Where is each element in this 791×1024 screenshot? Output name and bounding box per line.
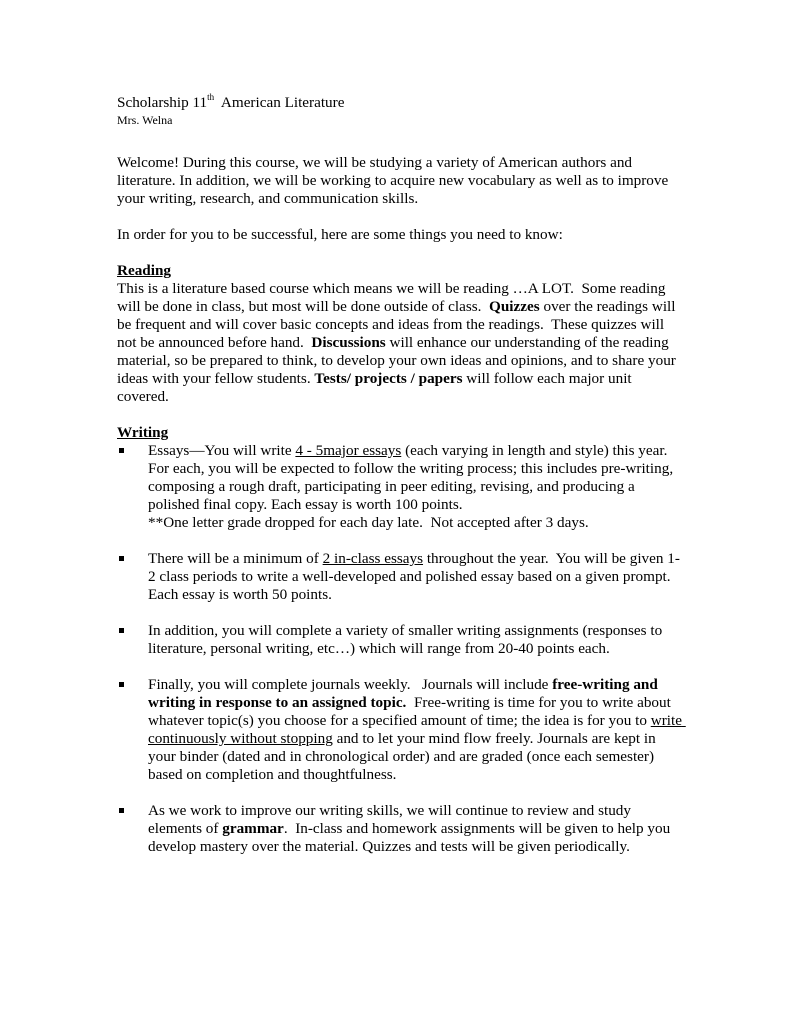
writing-bullet-list (117, 442, 687, 856)
grammar-text-2: . In-class and homework assignments will be given to help you develop mastery over the material. Quizzes and tests will be given periodically. (148, 820, 674, 855)
essays-text-2: (each varying in length and style) this year. For each, you will be expected to follow the writing process; this includes pre-writing, composing a rough draft, participating in peer editing, revising, and producing a polished final copy. Each essay is worth 100 points. (148, 442, 677, 513)
course-title-superscript: th (207, 91, 215, 102)
square-bullet-icon (119, 682, 124, 687)
course-title-prefix: Scholarship 11 (117, 94, 208, 111)
reading-text-2: over the readings will be frequent and will cover basic concepts and ideas from the readings. These quizzes will not be announced before hand. (117, 298, 680, 351)
welcome-paragraph: Welcome! During this course, we will be studying a variety of American authors and literature. In addition, we will be working to acquire new vocabulary as well as to improve your writing, research, and communication skills. (117, 154, 669, 207)
journals-bold: free-writing and writing in response to an assigned topic. (148, 676, 662, 711)
reading-heading: Reading (117, 262, 172, 279)
teacher-name: Mrs. Welna (117, 113, 173, 127)
reading-text-4: will follow each major unit covered. (117, 370, 636, 405)
journals-underline: write continuously without stopping (148, 712, 686, 747)
list-item-smaller-assignments (117, 622, 687, 658)
essays-late-note: **One letter grade dropped for each day late. Not accepted after 3 days. (148, 514, 589, 531)
journals-text-2: Free-writing is time for you to write about whatever topic(s) you choose for a specified amount of time; the idea is for you to (148, 694, 675, 729)
in-class-underline: 2 in-class essays (322, 550, 424, 567)
reading-bold-tests: Tests/ projects / papers (314, 370, 463, 387)
course-title-suffix: American Literature (214, 94, 345, 111)
list-item-in-class-essays (117, 550, 687, 604)
reading-bold-quizzes: Quizzes (489, 298, 540, 315)
writing-heading: Writing (117, 424, 169, 441)
essays-text-1: Essays—You will write (148, 442, 296, 459)
in-class-text-2: throughout the year. You will be given 1-2 class periods to write a well-developed and polished essay based on a given prompt. Each essay is worth 50 points. (148, 550, 682, 603)
journals-text-3: and to let your mind flow freely. Journals are kept in your binder (dated and in chronological order) and are graded (once each semester) based on completion and thoughtfulness. (148, 730, 660, 783)
journals-text-1: Finally, you will complete journals weekly. Journals will include (148, 676, 553, 693)
square-bullet-icon (119, 628, 124, 633)
list-item-essays (117, 442, 687, 532)
list-item-grammar (117, 802, 687, 856)
reading-bold-discussions: Discussions (311, 334, 386, 351)
list-item-journals (117, 676, 687, 784)
grammar-bold: grammar (222, 820, 284, 837)
square-bullet-icon (119, 808, 124, 813)
document-page (117, 91, 687, 856)
success-paragraph: In order for you to be successful, here are some things you need to know: (117, 226, 563, 243)
essays-underline: 4 - 5major essays (295, 442, 402, 459)
smaller-text-1: In addition, you will complete a variety of smaller writing assignments (responses to literature, personal writing, etc…) which will range from 20-40 points each. (148, 622, 663, 657)
grammar-text-1: As we work to improve our writing skills, we will continue to review and study elements of (148, 802, 635, 837)
square-bullet-icon (119, 448, 124, 453)
reading-paragraph (117, 280, 687, 406)
square-bullet-icon (119, 556, 124, 561)
reading-text-3: will enhance our understanding of the reading material, so be prepared to think, to develop your own ideas and opinions, and to share your ideas with your fellow students. (117, 334, 680, 387)
in-class-text-1: There will be a minimum of (148, 550, 323, 567)
course-title (117, 91, 687, 112)
reading-text-1: This is a literature based course which means we will be reading …A LOT. Some reading will be done in class, but most will be done outside of class. (117, 280, 670, 315)
